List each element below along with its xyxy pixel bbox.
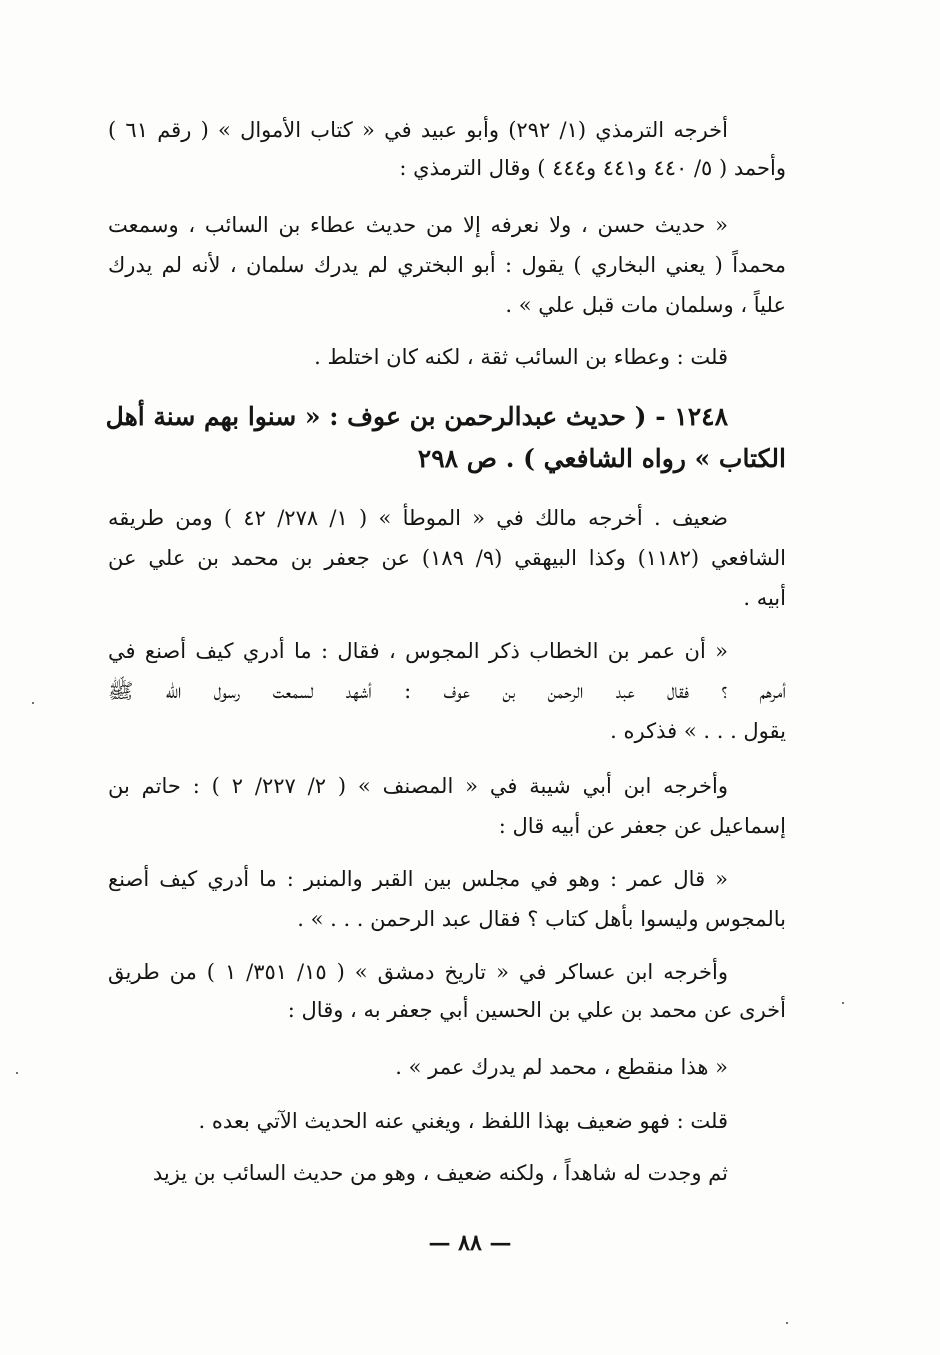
text-line: « قال عمر : وهو في مجلس بين القبر والمنبر : ما أدري كيف أصنع	[108, 867, 728, 891]
text-line: ضعيف . أخرجه مالك في « الموطأ » ( ١/ ٢٧٨/ ٤٢ ) ومن طريقه	[108, 506, 728, 530]
text-line: محمداً ( يعني البخاري ) يقول : أبو البختري لم يدرك سلمان ، لأنه لم يدرك	[108, 253, 786, 277]
paragraph-umar-majus	[108, 636, 786, 748]
paragraph-tirmidhi-quote	[108, 210, 786, 320]
paragraph-shahid	[108, 1158, 786, 1190]
text-line: « أن عمر بن الخطاب ذكر المجوس ، فقال : ما أدري كيف أصنع في	[108, 639, 728, 663]
text-line: قلت : وعطاء بن السائب ثقة ، لكنه كان اختلط .	[314, 345, 728, 369]
paragraph-takhrij-tirmidhi	[108, 115, 786, 185]
text-line: أمرهم ؟ فقال عبد الرحمن بن عوف : أشهد لسمعت رسول الله ﷺ	[108, 679, 786, 703]
text-line: وأخرجه ابن أبي شيبة في « المصنف » ( ٢/ ٢٢٧/ ٢ ) : حاتم بن	[108, 774, 728, 798]
text-line: إسماعيل عن جعفر عن أبيه قال :	[498, 814, 786, 838]
paragraph-munqati	[108, 1052, 786, 1084]
paragraph-ibn-asakir	[108, 957, 786, 1029]
scan-speck	[842, 1002, 844, 1004]
hadith-heading-1248	[105, 398, 786, 482]
text-line: الشافعي (١١٨٢) وكذا البيهقي (٩/ ١٨٩) عن جعفر بن محمد بن علي عن	[108, 546, 786, 570]
scan-speck	[786, 1322, 788, 1324]
text-line: وأحمد ( ٥/ ٤٤٠ و٤٤١ و٤٤٤ ) وقال الترمذي :	[399, 156, 786, 180]
scan-speck	[32, 702, 34, 704]
text-line: وأخرجه ابن عساكر في « تاريخ دمشق » ( ١٥/ ٣٥١/ ١ ) من طريق	[108, 960, 728, 984]
scan-speck	[16, 1072, 18, 1074]
text-line: يقول . . . » فذكره .	[610, 719, 786, 743]
text-line: قلت : فهو ضعيف بهذا اللفظ ، ويغني عنه الحديث الآتي بعده .	[198, 1109, 728, 1133]
text-line: علياً ، وسلمان مات قبل علي » .	[505, 293, 786, 317]
heading-line: ١٢٤٨ - ( حديث عبدالرحمن بن عوف : « سنوا بهم سنة أهل	[105, 402, 728, 431]
text-line: أخرجه الترمذي (١/ ٢٩٢) وأبو عبيد في « كتاب الأموال » ( رقم ٦١ )	[108, 118, 728, 142]
text-line: « حديث حسن ، ولا نعرفه إلا من حديث عطاء بن السائب ، وسمعت	[108, 213, 728, 237]
text-line: ثم وجدت له شاهداً ، ولكنه ضعيف ، وهو من حديث السائب بن يزيد	[152, 1161, 728, 1185]
paragraph-ibn-abi-shaybah	[108, 771, 786, 843]
paragraph-umar-quote	[108, 864, 786, 936]
text-line: بالمجوس وليسوا بأهل كتاب ؟ فقال عبد الرحمن . . . » .	[297, 907, 786, 931]
text-line: أبيه .	[743, 586, 786, 610]
text-line: « هذا منقطع ، محمد لم يدرك عمر » .	[395, 1055, 728, 1079]
heading-line: الكتاب » رواه الشافعي ) . ص ٢٩٨	[417, 444, 786, 473]
paragraph-comment-ata	[108, 342, 786, 374]
text-line: أخرى عن محمد بن علي بن الحسين أبي جعفر به ، وقال :	[287, 998, 786, 1022]
page-number: — ٨٨ —	[428, 1230, 512, 1256]
paragraph-daif-malik	[108, 503, 786, 615]
paragraph-conclusion	[108, 1106, 786, 1138]
